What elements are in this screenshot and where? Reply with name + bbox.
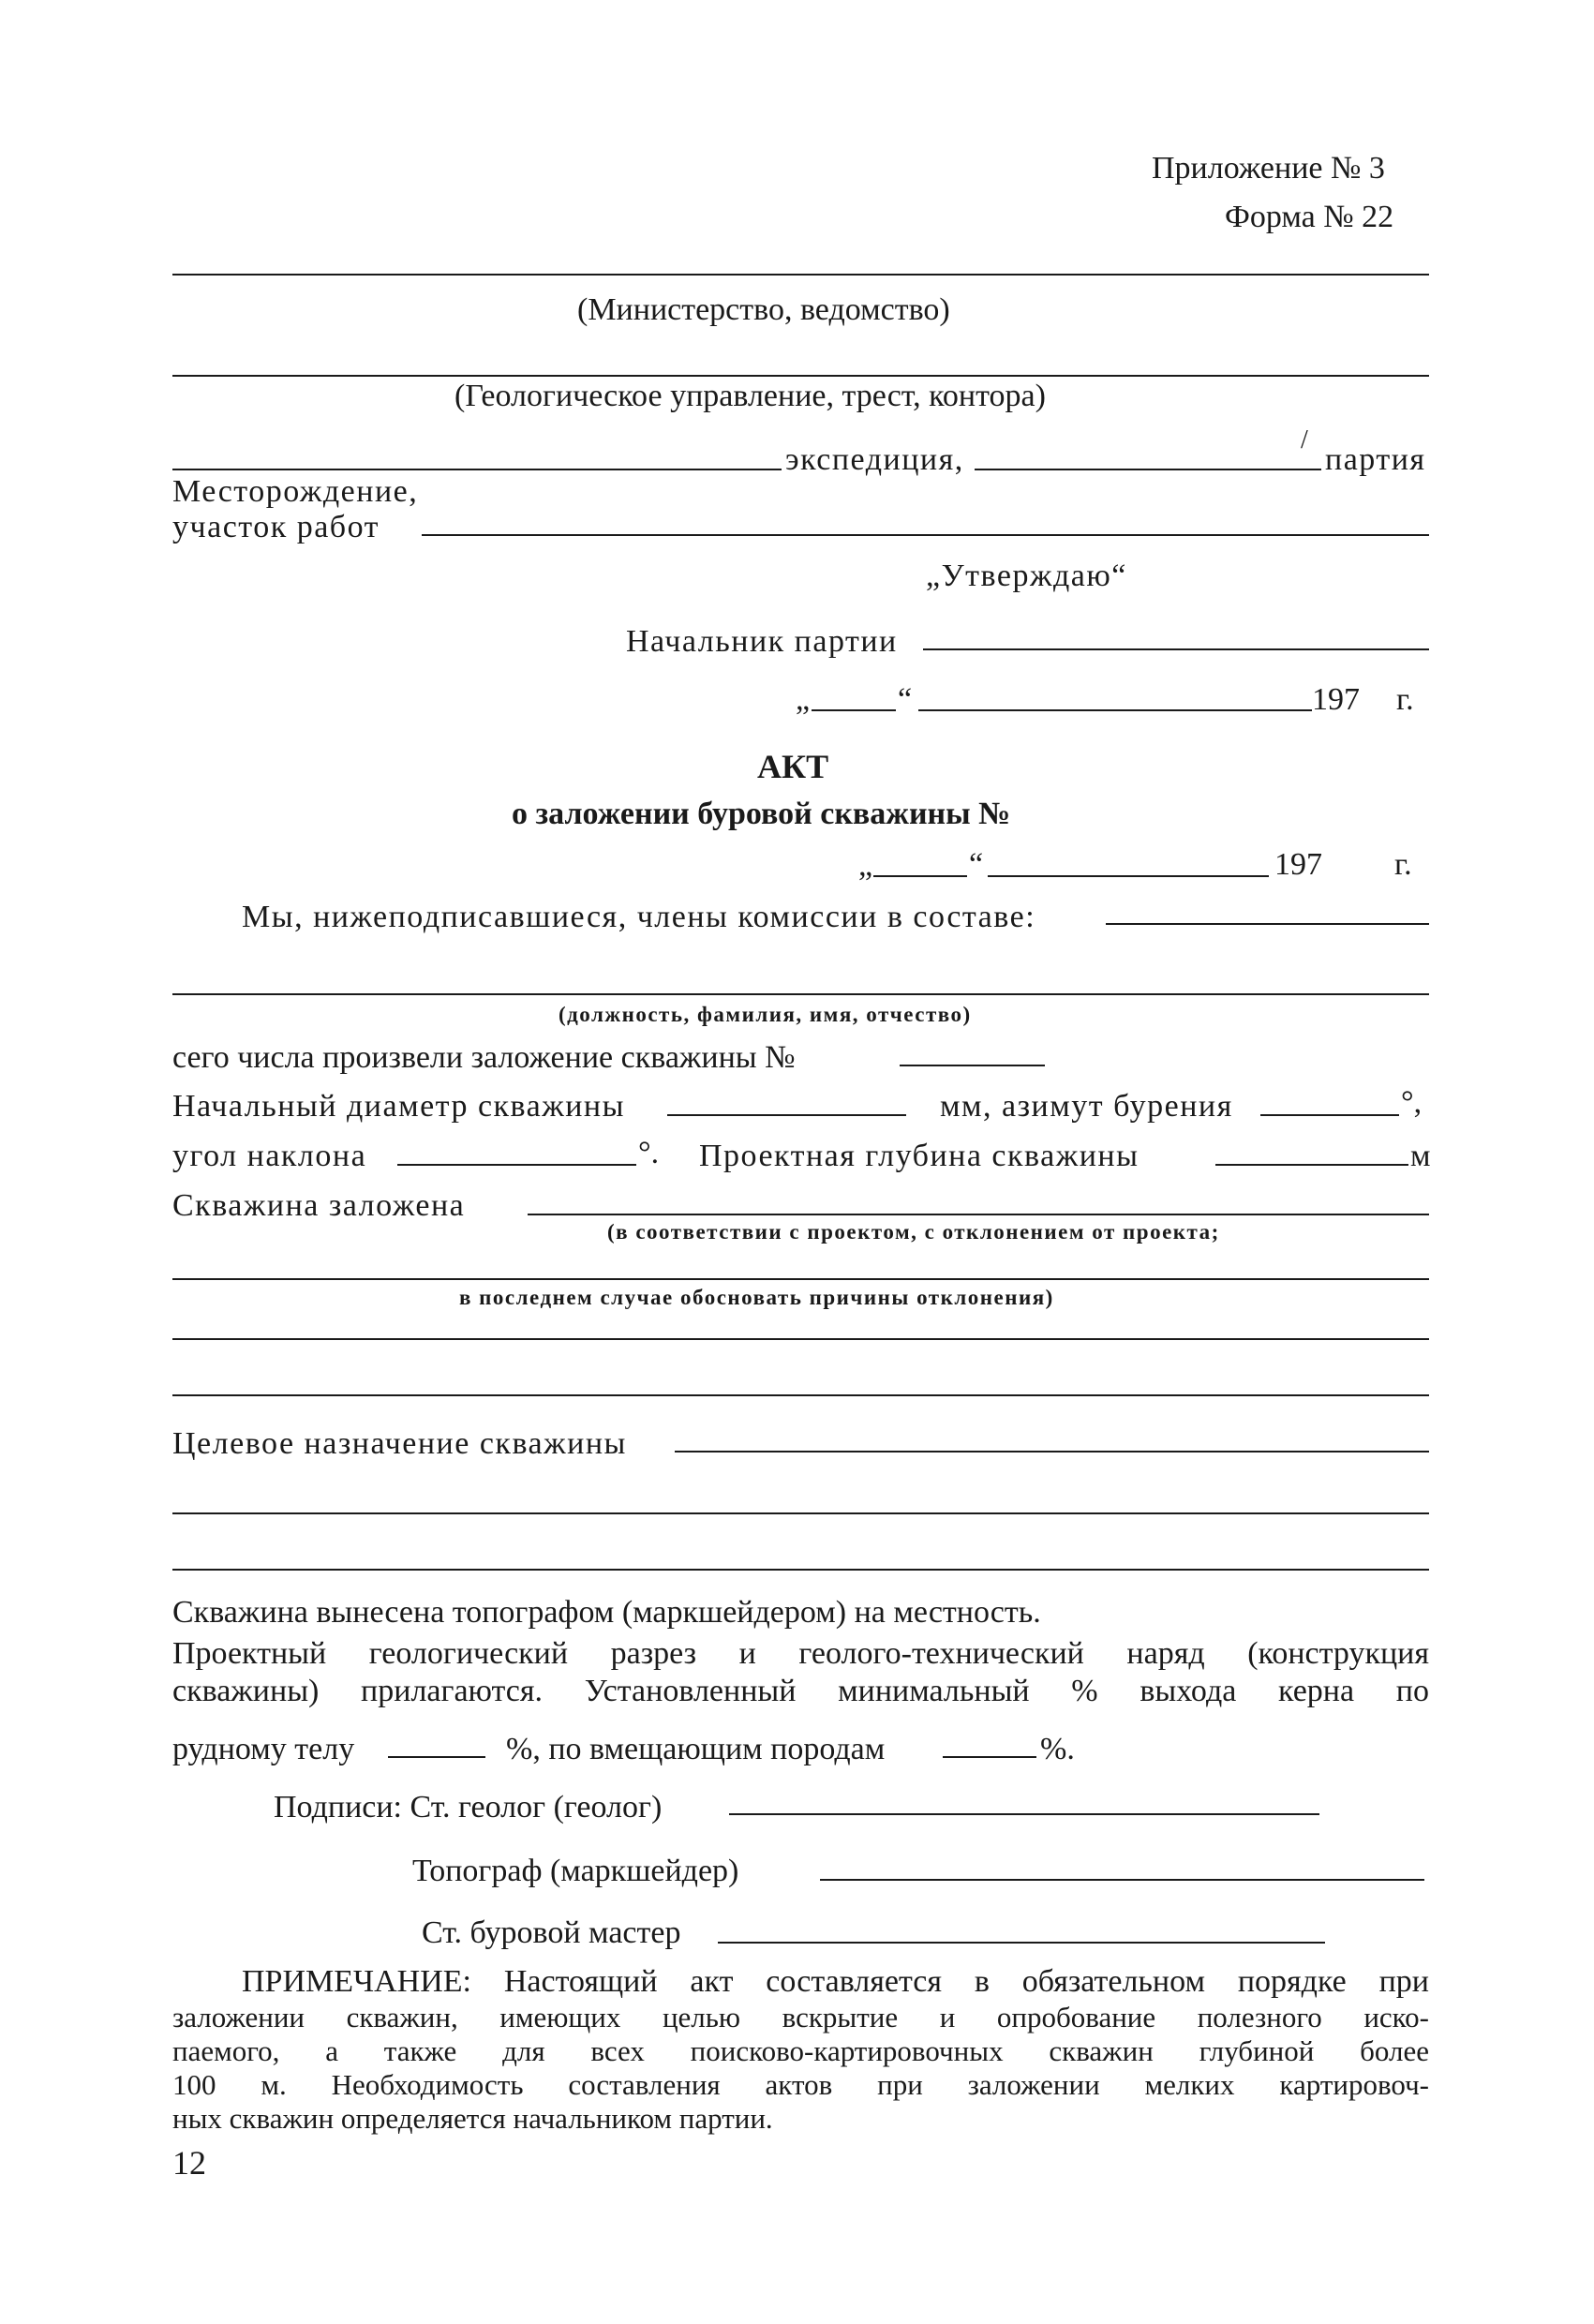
angle-field-line[interactable] <box>397 1164 636 1166</box>
act-year-suffix: г. <box>1394 847 1412 882</box>
laid-status-label: Скважина заложена <box>172 1188 466 1223</box>
ministry-caption: (Министерство, ведомство) <box>577 292 950 327</box>
angle-label: угол наклона <box>172 1139 367 1173</box>
ore-body-percent-line[interactable] <box>388 1756 485 1758</box>
act-date-open-quote: „ <box>858 848 873 883</box>
chief-signature-line[interactable] <box>923 648 1429 650</box>
party-field-line[interactable] <box>975 469 1321 470</box>
purpose-extra-line-2[interactable] <box>172 1569 1429 1571</box>
section-paragraph-line1: Проектный геологический разрез и геолого-технический наряд (конструкция <box>172 1636 1429 1671</box>
department-field-line[interactable] <box>172 375 1429 377</box>
approval-date-close-quote: “ <box>898 682 913 717</box>
note-line-2: заложении скважин, имеющих целью вскрытие и опробование полезного иско- <box>172 2001 1429 2034</box>
approval-label: „Утверждаю“ <box>926 559 1127 593</box>
topographer-label: Топограф (маркшейдер) <box>412 1854 739 1888</box>
note-line-4: 100 м. Необходимость составления актов при заложении мелких картировоч- <box>172 2068 1429 2101</box>
deposit-label: Месторождение, <box>172 474 419 509</box>
act-date-close-quote: “ <box>969 847 984 882</box>
azimuth-degree: °, <box>1401 1085 1423 1120</box>
mm-azimuth-label: мм, азимут бурения <box>940 1089 1233 1124</box>
department-caption: (Геологическое управление, трест, контора) <box>454 379 1046 413</box>
form-number: Форма № 22 <box>1225 200 1394 234</box>
appendix-number: Приложение № 3 <box>1152 151 1385 186</box>
act-month-line[interactable] <box>988 875 1269 877</box>
purpose-extra-line-1[interactable] <box>172 1512 1429 1514</box>
act-title: АКТ <box>757 748 829 785</box>
driller-label: Ст. буровой мастер <box>422 1915 681 1950</box>
laid-label: сего числа произвели заложение скважины № <box>172 1040 796 1075</box>
azimuth-field-line[interactable] <box>1260 1114 1399 1116</box>
purpose-label: Целевое назначение скважины <box>172 1426 627 1461</box>
purpose-field-line[interactable] <box>675 1451 1429 1452</box>
act-subtitle: о заложении буровой скважины № <box>512 797 1011 831</box>
approval-year: 197 <box>1312 682 1360 717</box>
note-line-3: паемого, а также для всех поисково-картировочных скважин глубиной более <box>172 2034 1429 2067</box>
project-caption: (в соответствии с проектом, с отклонением от проекта; <box>607 1220 1220 1244</box>
approval-day-line[interactable] <box>812 709 896 711</box>
host-rock-label: %, по вмещающим породам <box>506 1732 886 1766</box>
approval-year-suffix: г. <box>1396 682 1414 717</box>
approval-date-open-quote: „ <box>796 682 811 717</box>
commission-label: Мы, нижеподписавшиеся, члены комиссии в составе: <box>242 900 1036 934</box>
chief-label: Начальник партии <box>626 624 898 659</box>
page-number: 12 <box>172 2144 206 2182</box>
geologist-signature-line[interactable] <box>729 1813 1319 1815</box>
signatures-label: Подписи: Ст. геолог (геолог) <box>274 1790 663 1825</box>
deviation-field-line[interactable] <box>172 1278 1429 1280</box>
topographer-signature-line[interactable] <box>820 1879 1424 1881</box>
commission-members-line[interactable] <box>172 993 1429 995</box>
commission-field-line[interactable] <box>1106 923 1429 925</box>
angle-degree: °. <box>638 1136 660 1170</box>
section-paragraph-line2: скважины) прилагаются. Установленный минимальный % выхода керна по <box>172 1674 1429 1708</box>
borehole-number-line[interactable] <box>900 1065 1045 1066</box>
approval-month-line[interactable] <box>918 709 1312 711</box>
deviation-extra-line-1[interactable] <box>172 1338 1429 1340</box>
laid-status-field-line[interactable] <box>528 1214 1429 1215</box>
deviation-extra-line-2[interactable] <box>172 1394 1429 1396</box>
diameter-field-line[interactable] <box>667 1114 906 1116</box>
topographer-paragraph: Скважина вынесена топографом (маркшейдером) на местность. <box>172 1595 1041 1630</box>
meter-unit: м <box>1410 1139 1431 1173</box>
percent-end: %. <box>1040 1732 1075 1766</box>
slash-mark: / <box>1301 425 1308 454</box>
note-line-1: ПРИМЕЧАНИЕ: Настоящий акт составляется в обязательном порядке при <box>242 1964 1429 1999</box>
depth-label: Проектная глубина скважины <box>699 1139 1140 1173</box>
expedition-label: экспедиция, <box>785 442 964 477</box>
ore-body-label: рудному телу <box>172 1732 355 1766</box>
work-site-label: участок работ <box>172 510 380 544</box>
diameter-label: Начальный диаметр скважины <box>172 1089 625 1124</box>
expedition-field-line[interactable] <box>172 469 782 470</box>
act-day-line[interactable] <box>873 875 967 877</box>
ministry-field-line[interactable] <box>172 274 1429 276</box>
party-label: партия <box>1325 442 1426 477</box>
deposit-field-line[interactable] <box>422 534 1429 536</box>
note-line-5: ных скважин определяется начальником партии. <box>172 2102 773 2135</box>
person-caption: (должность, фамилия, имя, отчество) <box>559 1003 972 1026</box>
act-year: 197 <box>1274 847 1322 882</box>
reason-caption: в последнем случае обосновать причины отклонения) <box>459 1286 1054 1309</box>
driller-signature-line[interactable] <box>718 1942 1325 1944</box>
depth-field-line[interactable] <box>1215 1164 1408 1166</box>
host-rock-percent-line[interactable] <box>943 1756 1036 1758</box>
